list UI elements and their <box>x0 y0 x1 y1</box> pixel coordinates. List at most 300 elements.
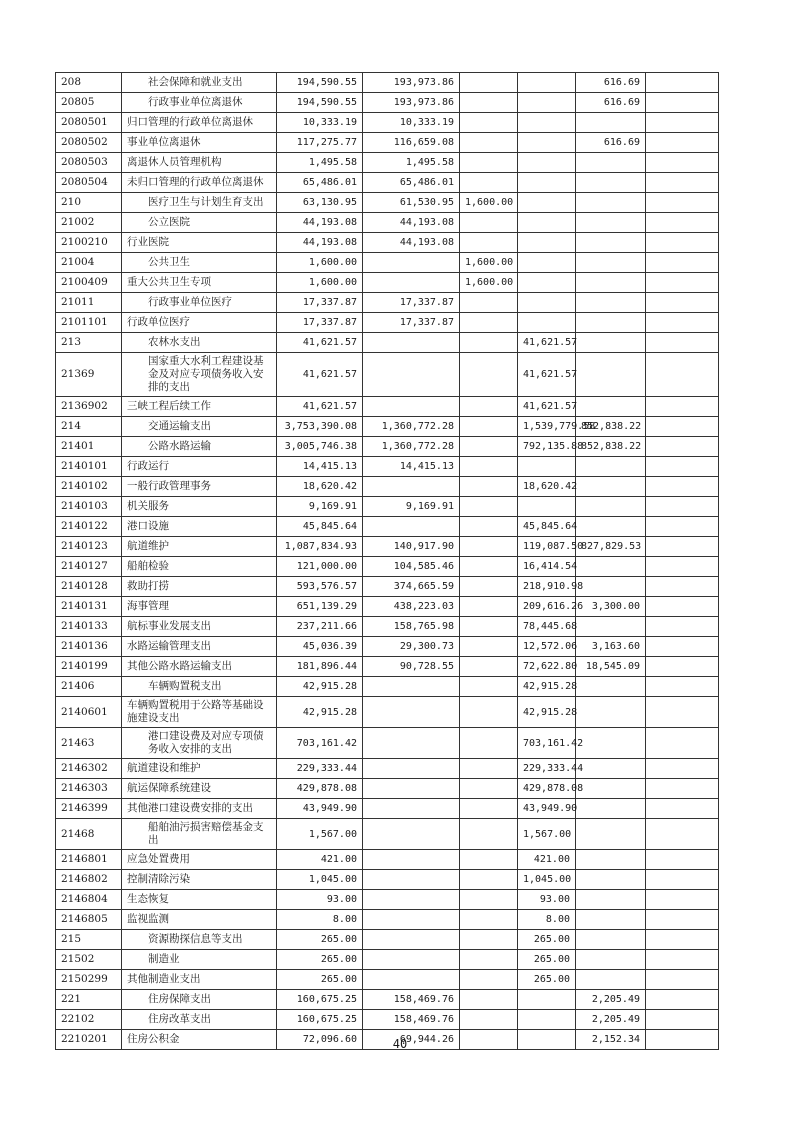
cell-name: 事业单位离退休 <box>122 133 277 153</box>
table-row <box>56 153 719 173</box>
cell-amount-4 <box>518 213 576 233</box>
cell-amount-5 <box>576 153 646 173</box>
cell-code: 2140127 <box>56 557 122 577</box>
cell-code: 221 <box>56 990 122 1010</box>
cell-name: 住房改革支出 <box>122 1010 277 1030</box>
cell-name: 船舶检验 <box>122 557 277 577</box>
cell-name: 水路运输管理支出 <box>122 637 277 657</box>
cell-amount-3 <box>460 133 518 153</box>
cell-amount-6 <box>646 930 719 950</box>
cell-total: 10,333.19 <box>277 113 363 133</box>
cell-total: 265.00 <box>277 950 363 970</box>
cell-code: 210 <box>56 193 122 213</box>
cell-total: 237,211.66 <box>277 617 363 637</box>
cell-amount-6 <box>646 73 719 93</box>
cell-code: 2101101 <box>56 313 122 333</box>
cell-name: 制造业 <box>122 950 277 970</box>
cell-amount-6 <box>646 333 719 353</box>
cell-name: 行政运行 <box>122 457 277 477</box>
cell-code: 2140123 <box>56 537 122 557</box>
cell-amount-6 <box>646 497 719 517</box>
cell-amount-3 <box>460 153 518 173</box>
cell-amount-6 <box>646 870 719 890</box>
cell-amount-4 <box>518 173 576 193</box>
cell-total: 1,600.00 <box>277 273 363 293</box>
cell-amount-2: 65,486.01 <box>363 173 460 193</box>
table-row <box>56 213 719 233</box>
cell-total: 41,621.57 <box>277 333 363 353</box>
cell-code: 2140136 <box>56 637 122 657</box>
cell-code: 21406 <box>56 677 122 697</box>
table-row <box>56 417 719 437</box>
cell-amount-3 <box>460 819 518 850</box>
table-row <box>56 293 719 313</box>
cell-name: 船舶油污损害赔偿基金支出 <box>122 819 277 850</box>
cell-total: 65,486.01 <box>277 173 363 193</box>
cell-amount-6 <box>646 819 719 850</box>
cell-amount-3 <box>460 173 518 193</box>
cell-amount-2: 44,193.08 <box>363 213 460 233</box>
table-row <box>56 870 719 890</box>
cell-code: 2140131 <box>56 597 122 617</box>
cell-amount-4 <box>518 153 576 173</box>
cell-amount-3 <box>460 333 518 353</box>
cell-code: 215 <box>56 930 122 950</box>
cell-total: 160,675.25 <box>277 1010 363 1030</box>
cell-amount-5 <box>576 333 646 353</box>
cell-amount-3 <box>460 293 518 313</box>
cell-code: 22102 <box>56 1010 122 1030</box>
cell-amount-2 <box>363 779 460 799</box>
cell-amount-2 <box>363 970 460 990</box>
cell-amount-6 <box>646 657 719 677</box>
cell-amount-2: 14,415.13 <box>363 457 460 477</box>
table-row <box>56 437 719 457</box>
cell-amount-6 <box>646 113 719 133</box>
cell-amount-4: 18,620.42 <box>518 477 576 497</box>
cell-amount-6 <box>646 173 719 193</box>
cell-amount-5 <box>576 477 646 497</box>
cell-amount-4: 93.00 <box>518 890 576 910</box>
cell-code: 2140103 <box>56 497 122 517</box>
cell-name: 住房保障支出 <box>122 990 277 1010</box>
cell-amount-4 <box>518 457 576 477</box>
table-row <box>56 233 719 253</box>
cell-amount-2 <box>363 728 460 759</box>
cell-amount-4: 703,161.42 <box>518 728 576 759</box>
cell-code: 21002 <box>56 213 122 233</box>
cell-amount-3 <box>460 759 518 779</box>
cell-total: 121,000.00 <box>277 557 363 577</box>
cell-amount-5: 852,838.22 <box>576 437 646 457</box>
cell-code: 214 <box>56 417 122 437</box>
cell-name: 航道维护 <box>122 537 277 557</box>
cell-amount-5 <box>576 517 646 537</box>
cell-amount-2: 1,360,772.28 <box>363 437 460 457</box>
cell-total: 43,949.90 <box>277 799 363 819</box>
cell-amount-5: 3,163.60 <box>576 637 646 657</box>
cell-amount-5: 827,829.53 <box>576 537 646 557</box>
cell-amount-3: 1,600.00 <box>460 193 518 213</box>
cell-name: 救助打捞 <box>122 577 277 597</box>
cell-amount-4 <box>518 990 576 1010</box>
cell-amount-3 <box>460 497 518 517</box>
cell-amount-4 <box>518 73 576 93</box>
table-row <box>56 910 719 930</box>
cell-name: 监视监测 <box>122 910 277 930</box>
cell-amount-6 <box>646 970 719 990</box>
cell-amount-4 <box>518 233 576 253</box>
cell-amount-5 <box>576 870 646 890</box>
cell-amount-3 <box>460 677 518 697</box>
cell-amount-2: 69,944.26 <box>363 1030 460 1050</box>
cell-name: 其他制造业支出 <box>122 970 277 990</box>
page-number: 40 <box>392 1037 408 1051</box>
cell-name: 公立医院 <box>122 213 277 233</box>
cell-amount-6 <box>646 417 719 437</box>
table-row <box>56 950 719 970</box>
table-row <box>56 697 719 728</box>
cell-name: 重大公共卫生专项 <box>122 273 277 293</box>
cell-total: 42,915.28 <box>277 697 363 728</box>
table-row <box>56 133 719 153</box>
cell-total: 194,590.55 <box>277 93 363 113</box>
cell-amount-2: 9,169.91 <box>363 497 460 517</box>
table-row <box>56 113 719 133</box>
cell-amount-2 <box>363 353 460 397</box>
cell-amount-2 <box>363 273 460 293</box>
cell-name: 医疗卫生与计划生育支出 <box>122 193 277 213</box>
cell-amount-3 <box>460 890 518 910</box>
cell-total: 1,567.00 <box>277 819 363 850</box>
cell-amount-3 <box>460 870 518 890</box>
cell-name: 归口管理的行政单位离退休 <box>122 113 277 133</box>
cell-code: 2146302 <box>56 759 122 779</box>
cell-amount-5 <box>576 457 646 477</box>
cell-name: 未归口管理的行政单位离退休 <box>122 173 277 193</box>
cell-name: 其他港口建设费安排的支出 <box>122 799 277 819</box>
cell-amount-6 <box>646 617 719 637</box>
cell-code: 2140128 <box>56 577 122 597</box>
cell-amount-3 <box>460 113 518 133</box>
cell-amount-3: 1,600.00 <box>460 253 518 273</box>
cell-code: 2140122 <box>56 517 122 537</box>
cell-code: 2146805 <box>56 910 122 930</box>
cell-amount-2 <box>363 870 460 890</box>
cell-amount-5 <box>576 213 646 233</box>
cell-amount-2: 44,193.08 <box>363 233 460 253</box>
cell-amount-6 <box>646 577 719 597</box>
cell-amount-3 <box>460 617 518 637</box>
cell-amount-6 <box>646 950 719 970</box>
cell-amount-3 <box>460 437 518 457</box>
cell-amount-3 <box>460 728 518 759</box>
cell-code: 2150299 <box>56 970 122 990</box>
cell-amount-4: 72,622.80 <box>518 657 576 677</box>
cell-name: 机关服务 <box>122 497 277 517</box>
cell-amount-2 <box>363 477 460 497</box>
cell-amount-6 <box>646 557 719 577</box>
cell-total: 265.00 <box>277 970 363 990</box>
cell-name: 交通运输支出 <box>122 417 277 437</box>
cell-amount-5 <box>576 697 646 728</box>
cell-amount-3 <box>460 950 518 970</box>
cell-total: 160,675.25 <box>277 990 363 1010</box>
cell-total: 1,495.58 <box>277 153 363 173</box>
table-row <box>56 850 719 870</box>
cell-name: 港口设施 <box>122 517 277 537</box>
cell-amount-4 <box>518 93 576 113</box>
cell-amount-5 <box>576 728 646 759</box>
cell-amount-3 <box>460 557 518 577</box>
table-row <box>56 930 719 950</box>
cell-name: 行政单位医疗 <box>122 313 277 333</box>
cell-amount-3 <box>460 577 518 597</box>
cell-amount-2 <box>363 397 460 417</box>
cell-name: 车辆购置税用于公路等基础设施建设支出 <box>122 697 277 728</box>
cell-amount-6 <box>646 437 719 457</box>
cell-name: 航运保障系统建设 <box>122 779 277 799</box>
cell-amount-2 <box>363 677 460 697</box>
table-row <box>56 497 719 517</box>
cell-amount-4 <box>518 313 576 333</box>
cell-amount-5: 18,545.09 <box>576 657 646 677</box>
cell-name: 一般行政管理事务 <box>122 477 277 497</box>
cell-amount-4: 41,621.57 <box>518 397 576 417</box>
cell-amount-3 <box>460 799 518 819</box>
table-row <box>56 677 719 697</box>
cell-total: 9,169.91 <box>277 497 363 517</box>
cell-name: 离退休人员管理机构 <box>122 153 277 173</box>
cell-amount-5 <box>576 497 646 517</box>
cell-amount-3 <box>460 73 518 93</box>
cell-amount-4: 792,135.88 <box>518 437 576 457</box>
cell-amount-6 <box>646 697 719 728</box>
cell-amount-6 <box>646 779 719 799</box>
cell-amount-3 <box>460 457 518 477</box>
table-row <box>56 173 719 193</box>
cell-code: 2136902 <box>56 397 122 417</box>
cell-amount-3 <box>460 779 518 799</box>
cell-code: 21463 <box>56 728 122 759</box>
cell-amount-3 <box>460 657 518 677</box>
cell-amount-3 <box>460 910 518 930</box>
cell-amount-2: 1,360,772.28 <box>363 417 460 437</box>
cell-name: 海事管理 <box>122 597 277 617</box>
cell-code: 2146802 <box>56 870 122 890</box>
cell-amount-3 <box>460 397 518 417</box>
cell-amount-3 <box>460 990 518 1010</box>
cell-amount-5: 852,838.22 <box>576 417 646 437</box>
cell-amount-5 <box>576 799 646 819</box>
cell-name: 社会保障和就业支出 <box>122 73 277 93</box>
cell-amount-3 <box>460 213 518 233</box>
cell-amount-5 <box>576 293 646 313</box>
cell-amount-6 <box>646 637 719 657</box>
cell-code: 21401 <box>56 437 122 457</box>
cell-total: 41,621.57 <box>277 397 363 417</box>
cell-amount-3 <box>460 697 518 728</box>
cell-total: 117,275.77 <box>277 133 363 153</box>
cell-code: 2146801 <box>56 850 122 870</box>
cell-amount-5: 616.69 <box>576 73 646 93</box>
cell-total: 45,845.64 <box>277 517 363 537</box>
table-row <box>56 397 719 417</box>
cell-amount-6 <box>646 677 719 697</box>
cell-name: 资源勘探信息等支出 <box>122 930 277 950</box>
cell-amount-4: 42,915.28 <box>518 697 576 728</box>
cell-name: 国家重大水利工程建设基金及对应专项债务收入安排的支出 <box>122 353 277 397</box>
table-row <box>56 193 719 213</box>
cell-total: 3,753,390.08 <box>277 417 363 437</box>
cell-amount-4: 265.00 <box>518 930 576 950</box>
cell-amount-6 <box>646 233 719 253</box>
cell-total: 42,915.28 <box>277 677 363 697</box>
cell-amount-2: 140,917.90 <box>363 537 460 557</box>
cell-name: 应急处置费用 <box>122 850 277 870</box>
cell-amount-6 <box>646 537 719 557</box>
cell-amount-4: 1,045.00 <box>518 870 576 890</box>
cell-amount-4: 42,915.28 <box>518 677 576 697</box>
table-row <box>56 557 719 577</box>
cell-code: 2100409 <box>56 273 122 293</box>
cell-amount-2: 29,300.73 <box>363 637 460 657</box>
cell-total: 703,161.42 <box>277 728 363 759</box>
cell-amount-5: 2,205.49 <box>576 1010 646 1030</box>
cell-amount-4: 1,539,779.58 <box>518 417 576 437</box>
cell-amount-6 <box>646 93 719 113</box>
cell-amount-6 <box>646 890 719 910</box>
table-row <box>56 1010 719 1030</box>
cell-amount-5 <box>576 910 646 930</box>
cell-amount-2 <box>363 517 460 537</box>
cell-name: 其他公路水路运输支出 <box>122 657 277 677</box>
table-row <box>56 637 719 657</box>
cell-total: 18,620.42 <box>277 477 363 497</box>
cell-amount-2: 10,333.19 <box>363 113 460 133</box>
cell-amount-5 <box>576 173 646 193</box>
cell-amount-4: 119,087.50 <box>518 537 576 557</box>
cell-amount-6 <box>646 850 719 870</box>
cell-amount-2 <box>363 910 460 930</box>
cell-total: 8.00 <box>277 910 363 930</box>
cell-amount-5 <box>576 819 646 850</box>
cell-total: 17,337.87 <box>277 293 363 313</box>
cell-total: 1,600.00 <box>277 253 363 273</box>
cell-name: 行政事业单位离退休 <box>122 93 277 113</box>
cell-name: 航道建设和维护 <box>122 759 277 779</box>
cell-amount-5: 616.69 <box>576 93 646 113</box>
cell-amount-2 <box>363 819 460 850</box>
cell-amount-6 <box>646 910 719 930</box>
table-row <box>56 799 719 819</box>
cell-total: 63,130.95 <box>277 193 363 213</box>
cell-amount-6 <box>646 517 719 537</box>
cell-amount-5 <box>576 353 646 397</box>
cell-code: 2080501 <box>56 113 122 133</box>
cell-amount-5 <box>576 273 646 293</box>
cell-amount-4 <box>518 113 576 133</box>
cell-amount-4: 209,616.26 <box>518 597 576 617</box>
cell-code: 21011 <box>56 293 122 313</box>
cell-amount-6 <box>646 799 719 819</box>
cell-amount-5 <box>576 850 646 870</box>
cell-name: 行业医院 <box>122 233 277 253</box>
cell-code: 21502 <box>56 950 122 970</box>
cell-code: 2146399 <box>56 799 122 819</box>
table-row <box>56 517 719 537</box>
cell-amount-5 <box>576 577 646 597</box>
cell-amount-2 <box>363 697 460 728</box>
table-row <box>56 970 719 990</box>
cell-amount-4 <box>518 293 576 313</box>
cell-amount-2: 374,665.59 <box>363 577 460 597</box>
cell-amount-3 <box>460 417 518 437</box>
cell-name: 港口建设费及对应专项债务收入安排的支出 <box>122 728 277 759</box>
cell-code: 2140601 <box>56 697 122 728</box>
cell-amount-3 <box>460 850 518 870</box>
cell-code: 2080502 <box>56 133 122 153</box>
cell-amount-6 <box>646 193 719 213</box>
cell-amount-3: 1,600.00 <box>460 273 518 293</box>
cell-total: 17,337.87 <box>277 313 363 333</box>
table-row <box>56 657 719 677</box>
table-row <box>56 597 719 617</box>
table-row <box>56 990 719 1010</box>
cell-amount-6 <box>646 273 719 293</box>
cell-name: 住房公积金 <box>122 1030 277 1050</box>
cell-code: 21004 <box>56 253 122 273</box>
cell-amount-3 <box>460 970 518 990</box>
cell-amount-4: 41,621.57 <box>518 333 576 353</box>
cell-amount-4: 43,949.90 <box>518 799 576 819</box>
cell-amount-5: 3,300.00 <box>576 597 646 617</box>
cell-amount-2: 17,337.87 <box>363 313 460 333</box>
table-row <box>56 819 719 850</box>
cell-code: 2140199 <box>56 657 122 677</box>
cell-amount-4 <box>518 193 576 213</box>
cell-code: 2210201 <box>56 1030 122 1050</box>
table-row <box>56 537 719 557</box>
cell-amount-6 <box>646 477 719 497</box>
cell-code: 2080504 <box>56 173 122 193</box>
cell-amount-2 <box>363 850 460 870</box>
cell-amount-4: 421.00 <box>518 850 576 870</box>
cell-code: 2100210 <box>56 233 122 253</box>
table-row <box>56 617 719 637</box>
cell-name: 航标事业发展支出 <box>122 617 277 637</box>
cell-code: 2140133 <box>56 617 122 637</box>
cell-amount-5 <box>576 397 646 417</box>
cell-amount-2 <box>363 333 460 353</box>
cell-amount-4: 265.00 <box>518 950 576 970</box>
table-row <box>56 759 719 779</box>
cell-amount-2 <box>363 253 460 273</box>
cell-amount-6 <box>646 457 719 477</box>
cell-code: 21468 <box>56 819 122 850</box>
cell-amount-6 <box>646 353 719 397</box>
cell-amount-6 <box>646 597 719 617</box>
cell-amount-2 <box>363 759 460 779</box>
cell-amount-2: 61,530.95 <box>363 193 460 213</box>
cell-amount-2: 193,973.86 <box>363 73 460 93</box>
table-row <box>56 728 719 759</box>
cell-total: 45,036.39 <box>277 637 363 657</box>
cell-total: 72,096.60 <box>277 1030 363 1050</box>
cell-amount-6 <box>646 1010 719 1030</box>
cell-amount-4: 229,333.44 <box>518 759 576 779</box>
cell-total: 3,005,746.38 <box>277 437 363 457</box>
